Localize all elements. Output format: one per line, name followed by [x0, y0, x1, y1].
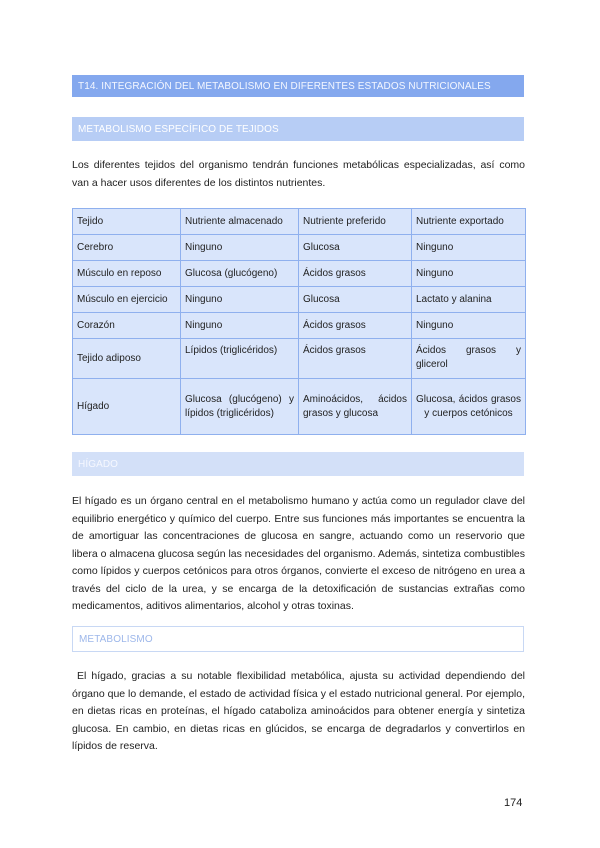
section-heading-tejidos: METABOLISMO ESPECÍFICO DE TEJIDOS	[72, 117, 524, 141]
table-cell: Ninguno	[412, 235, 526, 261]
table-cell: Ninguno	[412, 313, 526, 339]
table-cell: Hígado	[73, 379, 181, 435]
table-cell: Ácidos grasos y glicerol	[412, 339, 526, 379]
table-cell: Ácidos grasos	[299, 339, 412, 379]
table-cell: Glucosa	[299, 235, 412, 261]
metabolismo-paragraph: El hígado, gracias a su notable flexibilidad metabólica, ajusta su actividad dependiendo del órgano que lo demande, el estado de actividad física y el estado nutricional general. Por ejemplo, en dietas ricas en proteínas, el hígado cataboliza aminoácidos para obtener energía y sintetiza glucosa. En cambio, en dietas ricas en glúcidos, se encarga de degradarlos y convertirlos en lípidos de reserva.	[72, 670, 528, 752]
table-header-row	[73, 209, 526, 235]
subsection-heading-metabolismo: METABOLISMO	[72, 626, 524, 652]
table-cell: Ninguno	[181, 313, 299, 339]
page-number: 174	[504, 797, 523, 809]
table-cell: Cerebro	[73, 235, 181, 261]
table-row	[73, 261, 526, 287]
table-cell: Ninguno	[181, 235, 299, 261]
table-row	[73, 287, 526, 313]
table-cell: Ninguno	[412, 261, 526, 287]
table-row	[73, 313, 526, 339]
section-heading-higado: HÍGADO	[72, 452, 524, 476]
table-cell: Ácidos grasos	[299, 313, 412, 339]
table-row	[73, 339, 526, 379]
table-cell: Ácidos grasos	[299, 261, 412, 287]
table-row	[73, 379, 526, 435]
table-header-cell: Nutriente exportado	[412, 209, 526, 235]
table-cell: Glucosa (glucógeno)	[181, 261, 299, 287]
table-cell: Glucosa (glucógeno) y lípidos (triglicéridos)	[181, 379, 299, 435]
table-cell: Glucosa, ácidos grasos y cuerpos cetónicos	[412, 379, 526, 435]
table-cell: Tejido adiposo	[73, 339, 181, 379]
table-header-cell: Nutriente preferido	[299, 209, 412, 235]
chapter-title: T14. INTEGRACIÓN DEL METABOLISMO EN DIFERENTES ESTADOS NUTRICIONALES	[72, 75, 524, 97]
table-row	[73, 235, 526, 261]
tissue-nutrient-table	[72, 208, 526, 435]
table-cell: Músculo en ejercicio	[73, 287, 181, 313]
table-cell: Lactato y alanina	[412, 287, 526, 313]
table-cell: Lípidos (triglicéridos)	[181, 339, 299, 379]
table-header-cell: Tejido	[73, 209, 181, 235]
table-header-cell: Nutriente almacenado	[181, 209, 299, 235]
table-cell: Glucosa	[299, 287, 412, 313]
higado-paragraph: El hígado es un órgano central en el metabolismo humano y actúa como un regulador clave del equilibrio energético y químico del cuerpo. Entre sus funciones más importantes se encuentra la de amortiguar las concentraciones de glucosa en sangre, actuando como un reservorio que libera o almacena glucosa según las necesidades del organismo. Además, sintetiza combustibles como lípidos y cuerpos cetónicos para otros órganos, convierte el exceso de nitrógeno en urea a través del ciclo de la urea, y se encarga de la detoxificación de sustancias extrañas como medicamentos, aditivos alimentarios, alcohol y otras toxinas.	[72, 495, 525, 612]
table-cell: Aminoácidos, ácidos grasos y glucosa	[299, 379, 412, 435]
table-cell: Músculo en reposo	[73, 261, 181, 287]
table-cell: Ninguno	[181, 287, 299, 313]
intro-paragraph: Los diferentes tejidos del organismo tendrán funciones metabólicas especializadas, así como van a hacer usos diferentes de los distintos nutrientes.	[72, 159, 525, 189]
table-cell: Corazón	[73, 313, 181, 339]
